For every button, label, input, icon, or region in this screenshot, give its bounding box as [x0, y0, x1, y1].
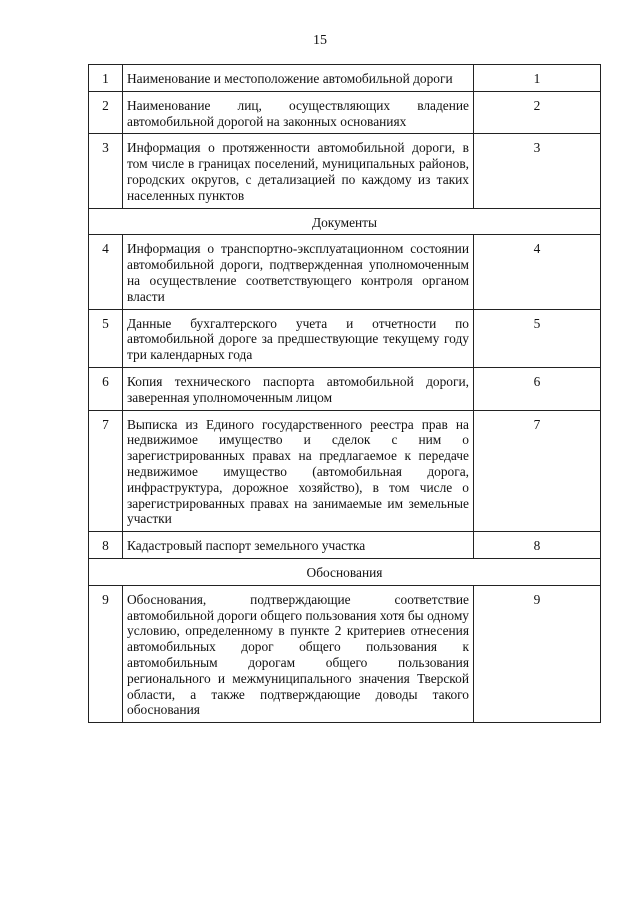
row-reference: 7 [474, 410, 601, 532]
row-description: Наименование лиц, осуществляющих владение автомобильной дорогой на законных основаниях [123, 91, 474, 134]
table-row [89, 410, 601, 532]
row-description: Выписка из Единого государственного реестра прав на недвижимое имущество и сделок с ним о зарегистрированных правах на предлагаемое к передаче недвижимое имущество (автомобильная дорога, инфраструктура, дорожное хозяйство), в том числе о зарегистрированных правах на занимаемые им земельные участки [123, 410, 474, 532]
row-reference: 5 [474, 309, 601, 367]
row-number: 6 [89, 367, 123, 410]
row-number: 2 [89, 91, 123, 134]
row-description: Обоснования, подтверждающие соответствие автомобильной дороги общего пользования хотя бы одному условию, определенному в пункте 2 критериев отнесения автомобильных дорог общего пользования к автомобильным дорогам общего пользования регионального и межмуниципального значения Тверской области, а также подтверждающие доводы такого обоснования [123, 585, 474, 722]
section-documents-title: Документы [89, 208, 601, 235]
row-description: Кадастровый паспорт земельного участка [123, 532, 474, 559]
row-description: Копия технического паспорта автомобильной дороги, заверенная уполномоченным лицом [123, 367, 474, 410]
row-description: Информация о протяженности автомобильной дороги, в том числе в границах поселений, муниципальных районов, городских округов, с детализацией по каждому из таких населенных пунктов [123, 134, 474, 208]
row-reference: 6 [474, 367, 601, 410]
documents-table [88, 64, 601, 723]
table-row [89, 91, 601, 134]
row-reference: 4 [474, 235, 601, 309]
row-reference: 2 [474, 91, 601, 134]
row-description: Данные бухгалтерского учета и отчетности по автомобильной дороге за предшествующие текущему году три календарных года [123, 309, 474, 367]
section-header-row [89, 558, 601, 585]
row-description: Наименование и местоположение автомобильной дороги [123, 65, 474, 92]
section-header-row [89, 208, 601, 235]
table-row [89, 532, 601, 559]
row-number: 4 [89, 235, 123, 309]
row-number: 3 [89, 134, 123, 208]
table-row [89, 367, 601, 410]
table-row [89, 235, 601, 309]
row-description: Информация о транспортно-эксплуатационном состоянии автомобильной дороги, подтвержденная уполномоченным на осуществление соответствующего контроля органом власти [123, 235, 474, 309]
table-row [89, 585, 601, 722]
table-row [89, 65, 601, 92]
row-number: 1 [89, 65, 123, 92]
row-number: 8 [89, 532, 123, 559]
row-reference: 8 [474, 532, 601, 559]
row-number: 7 [89, 410, 123, 532]
row-reference: 3 [474, 134, 601, 208]
row-reference: 9 [474, 585, 601, 722]
row-number: 5 [89, 309, 123, 367]
row-reference: 1 [474, 65, 601, 92]
section-justifications-title: Обоснования [89, 558, 601, 585]
table-row [89, 134, 601, 208]
table-row [89, 309, 601, 367]
page-number: 15 [313, 33, 327, 48]
row-number: 9 [89, 585, 123, 722]
